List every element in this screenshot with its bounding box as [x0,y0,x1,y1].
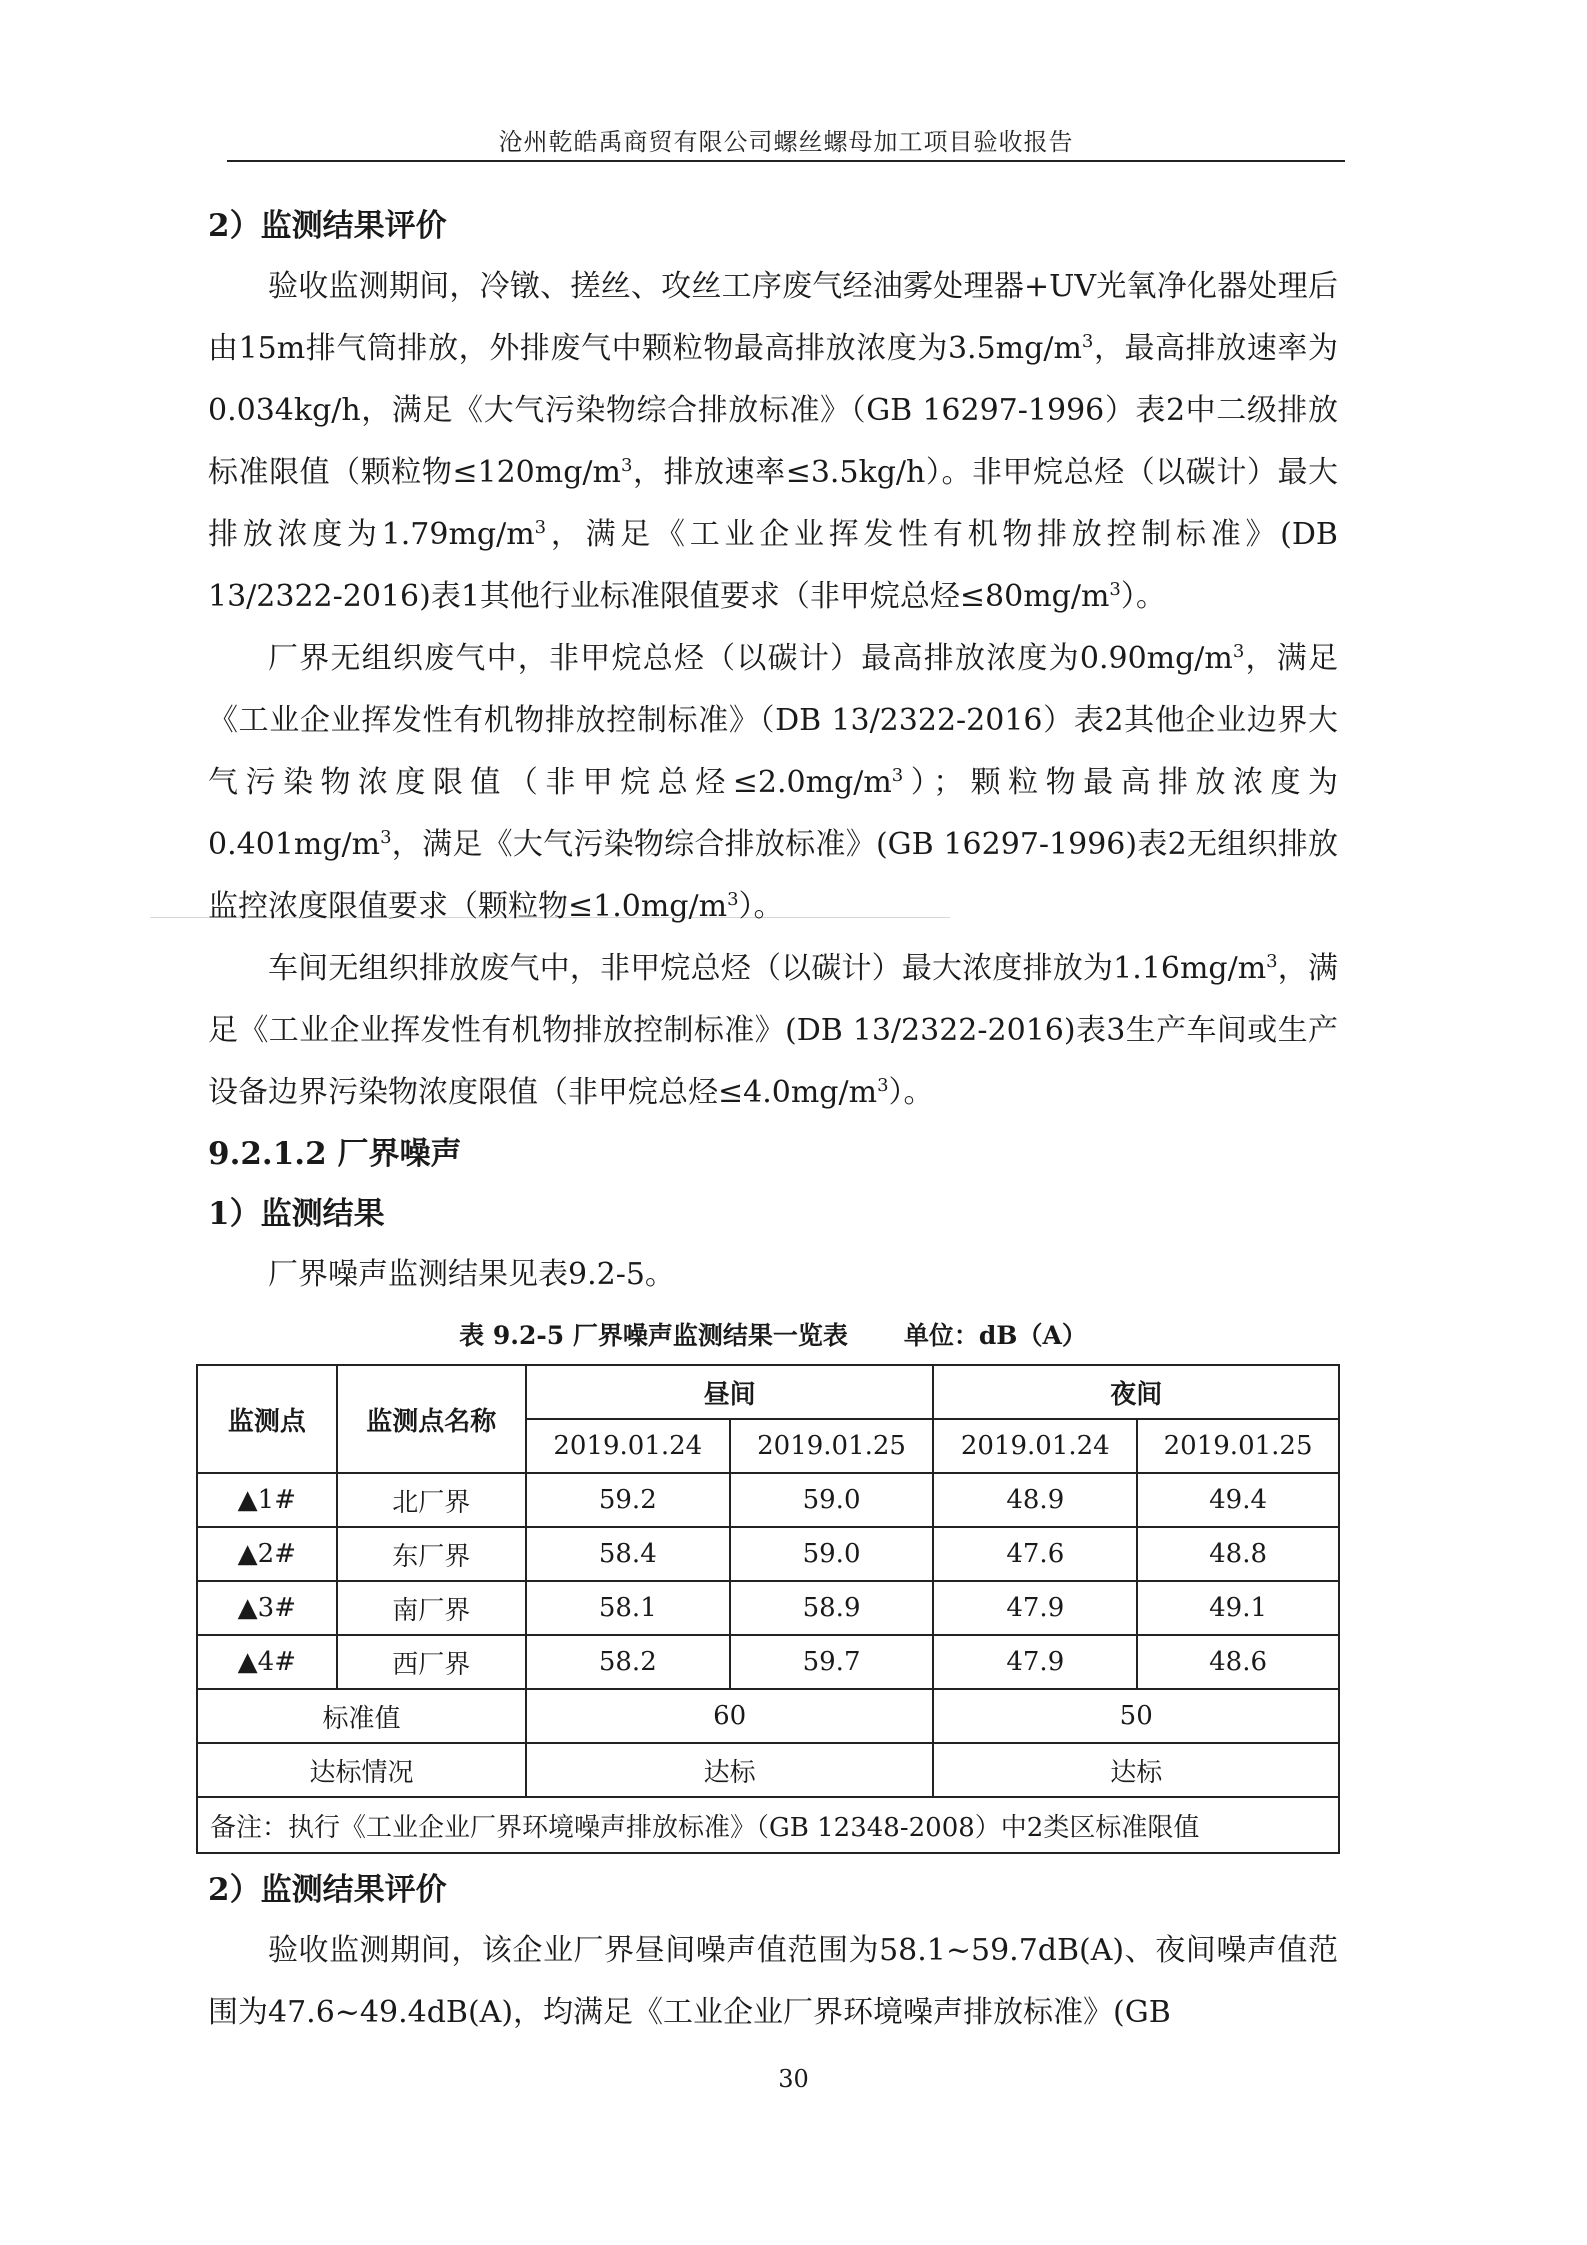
cell-point: ▲3# [197,1581,337,1635]
table-row [197,1473,1339,1527]
cell-point: ▲1# [197,1473,337,1527]
section-heading-noise: 9.2.1.2 厂界噪声 [208,1136,462,1172]
table-row [197,1581,1339,1635]
header-night: 夜间 [933,1365,1339,1419]
cell-name: 西厂界 [337,1635,526,1689]
page-header: 沧州乾皓禹商贸有限公司螺丝螺母加工项目验收报告 [498,128,1074,156]
noise-results-table [196,1364,1340,1854]
table-note-row [197,1797,1339,1853]
cell-standard-day: 60 [526,1689,934,1743]
table-status-row [197,1743,1339,1797]
cell-status-day: 达标 [526,1743,934,1797]
section-heading-evaluation-noise: 2）监测结果评价 [208,1872,447,1908]
cell-point: ▲2# [197,1527,337,1581]
paragraph-table-intro: 厂界噪声监测结果见表9.2-5。 [268,1257,675,1292]
cell-name: 北厂界 [337,1473,526,1527]
header-date: 2019.01.25 [1137,1419,1339,1473]
cell-value: 47.9 [933,1635,1137,1689]
table-unit: 单位：dB（A） [903,1321,1087,1350]
cell-standard-label: 标准值 [197,1689,526,1743]
table-standard-row [197,1689,1339,1743]
cell-value: 48.9 [933,1473,1137,1527]
table-header-row [197,1365,1339,1419]
section-heading-evaluation: 2）监测结果评价 [208,208,447,244]
cell-point: ▲4# [197,1635,337,1689]
cell-value: 59.2 [526,1473,730,1527]
cell-name: 东厂界 [337,1527,526,1581]
paragraph-exhaust-gas: 验收监测期间，冷镦、搓丝、攻丝工序废气经油雾处理器+UV光氧净化器处理后由15m排气筒排放，外排废气中颗粒物最高排放浓度为$3.5mg/m^3$，最高排放速率为0.034kg/h，满足《大气污染物综合排放标准》（GB 16297-1996）表2中二级排放标准限值（颗粒物$\le 120mg/m^3$，排放速率≤3.5kg/h）。非甲烷总烃（以碳计）最大排放浓度为$1.79mg/m^3$，满足《工业企业挥发性有机物排放控制标准》(DB 13/2322-2016)表1其他行业标准限值要求（非甲烷总烃$\le 80mg/m^3$）。 [208,269,1339,614]
header-day: 昼间 [526,1365,934,1419]
page-content [208,196,1338,2044]
paragraph-workshop-gas: 车间无组织排放废气中，非甲烷总烃（以碳计）最大浓度排放为$1.16mg/m^3$，满足《工业企业挥发性有机物排放控制标准》(DB 13/2322-2016)表3生产车间或生产设备边界污染物浓度限值（非甲烷总烃$\le 4.0mg/m^3$）。 [208,951,1338,1110]
paragraph-boundary-gas: 厂界无组织废气中，非甲烷总烃（以碳计）最高排放浓度为$0.90mg/m^3$，满足《工业企业挥发性有机物排放控制标准》（DB 13/2322-2016）表2其他企业边界大气污染物浓度限值（非甲烷总烃$\le 2.0mg/m^3$）；颗粒物最高排放浓度为$0.401mg/m^3$，满足《大气污染物综合排放标准》(GB 16297-1996)表2无组织排放监控浓度限值要求（颗粒物$\le 1.0mg/m^3$）。 [208,641,1338,924]
cell-status-night: 达标 [933,1743,1339,1797]
header-date: 2019.01.24 [933,1419,1137,1473]
header-date: 2019.01.24 [526,1419,730,1473]
cell-value: 47.6 [933,1527,1137,1581]
cell-value: 59.7 [730,1635,934,1689]
cell-value: 47.9 [933,1581,1137,1635]
table-caption: 表 9.2-5 厂界噪声监测结果一览表 单位：dB（A） [208,1308,1338,1364]
cell-status-label: 达标情况 [197,1743,526,1797]
table-row [197,1527,1339,1581]
cell-value: 48.8 [1137,1527,1339,1581]
cell-value: 58.2 [526,1635,730,1689]
paragraph-noise-evaluation: 验收监测期间，该企业厂界昼间噪声值范围为58.1~59.7dB(A)、夜间噪声值范围为47.6~49.4dB(A)，均满足《工业企业厂界环境噪声排放标准》(GB [208,1933,1338,2030]
cell-value: 59.0 [730,1473,934,1527]
cell-value: 59.0 [730,1527,934,1581]
cell-value: 58.1 [526,1581,730,1635]
cell-value: 58.4 [526,1527,730,1581]
header-rule [227,160,1345,162]
cell-standard-night: 50 [933,1689,1339,1743]
cell-value: 48.6 [1137,1635,1339,1689]
subsection-heading-results: 1）监测结果 [208,1196,385,1232]
table-row [197,1635,1339,1689]
header-point: 监测点 [197,1365,337,1473]
cell-note: 备注：执行《工业企业厂界环境噪声排放标准》（GB 12348-2008）中2类区标准限值 [197,1797,1339,1853]
cell-value: 49.1 [1137,1581,1339,1635]
header-date: 2019.01.25 [730,1419,934,1473]
cell-name: 南厂界 [337,1581,526,1635]
page-number: 30 [778,2065,809,2093]
cell-value: 49.4 [1137,1473,1339,1527]
header-point-name: 监测点名称 [337,1365,526,1473]
cell-value: 58.9 [730,1581,934,1635]
